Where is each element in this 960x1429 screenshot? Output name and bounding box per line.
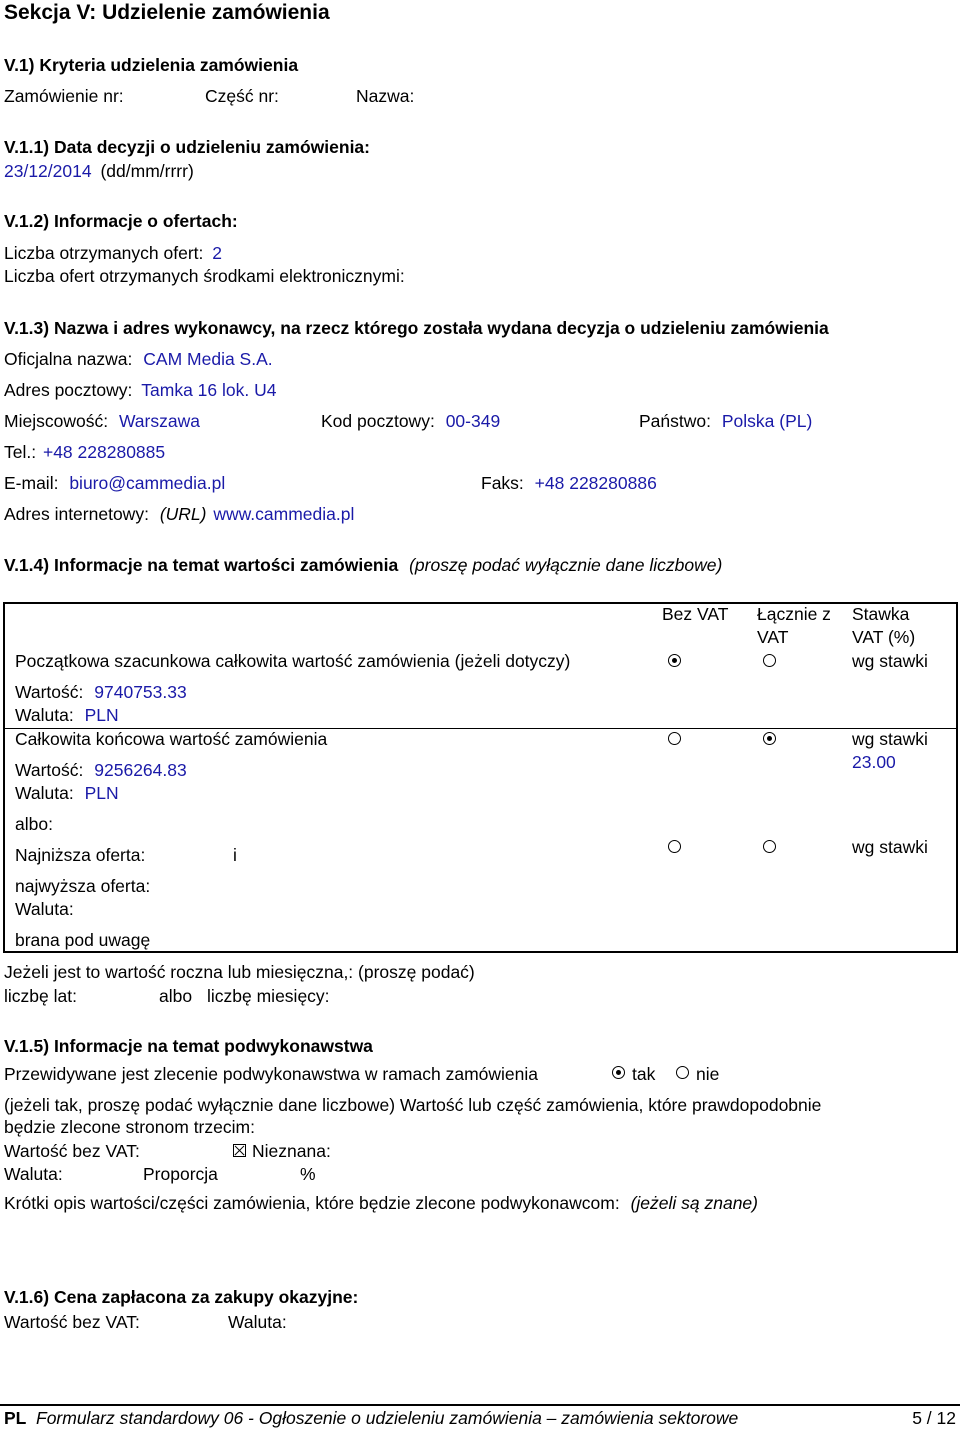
postcode-value: 00-349 [445, 411, 501, 431]
subcontract-description-label: Krótki opis wartości/części zamówienia, które będzie zlecone podwykonawcom: [4, 1193, 620, 1213]
part-number-label: Część nr: [205, 86, 279, 106]
initial-value-label: Początkowa szacunkowa całkowita wartość zamówienia (jeżeli dotyczy) [15, 651, 571, 671]
col-header-stawka-1: Stawka [852, 604, 910, 624]
col-header-stawka-2: VAT (%) [852, 627, 916, 647]
offers-count-label: Liczba otrzymanych ofert: [4, 243, 204, 263]
initial-value-amount: 9740753.33 [94, 682, 187, 702]
highest-offer-label: najwyższa oferta: [15, 876, 151, 896]
subcontract-value-label: Wartość bez VAT: [4, 1141, 140, 1161]
website-url-label: (URL) [159, 504, 207, 524]
percent-sign: % [300, 1164, 316, 1184]
decision-date-row [4, 161, 194, 182]
country-row [639, 411, 812, 432]
fax-row [481, 473, 657, 494]
final-value-amount: 9256264.83 [94, 760, 187, 780]
bargain-value-label: Wartość bez VAT: [4, 1312, 140, 1332]
name-label: Nazwa: [356, 86, 415, 106]
official-name-label: Oficjalna nazwa: [4, 349, 133, 369]
country-value: Polska (PL) [721, 411, 813, 431]
v16-heading: V.1.6) Cena zapłacona za zakupy okazyjne: [4, 1287, 359, 1307]
initial-rate: wg stawki [852, 651, 928, 671]
city-value: Warszawa [118, 411, 200, 431]
decision-date: 23/12/2014 [4, 161, 92, 181]
v11-heading: V.1.1) Data decyzji o udzieleniu zamówienia: [4, 137, 370, 157]
unknown-label: Nieznana: [252, 1141, 331, 1161]
phone-label: Tel.: [4, 442, 37, 462]
final-rate: wg stawki [852, 729, 928, 749]
or-label: albo: [15, 814, 53, 834]
official-name-row [4, 349, 273, 370]
section-title: Sekcja V: Udzielenie zamówienia [4, 1, 330, 24]
country-label: Państwo: [639, 411, 711, 431]
range-rate: wg stawki [852, 837, 928, 857]
annual-note: Jeżeli jest to wartość roczna lub miesięczna,: (proszę podać) [4, 962, 475, 982]
initial-value-label2: Wartość: [15, 682, 84, 702]
unknown-checkbox[interactable] [233, 1144, 246, 1157]
subcontracting-yes-radio[interactable] [612, 1066, 625, 1079]
subcontract-currency-label: Waluta: [4, 1164, 63, 1184]
postcode-row [321, 411, 500, 432]
proportion-label: Proporcja [143, 1164, 218, 1184]
subcontract-description-row [4, 1193, 758, 1214]
col-header-lacznie-1: Łącznie z [757, 604, 831, 624]
subcontracting-no-radio[interactable] [676, 1066, 689, 1079]
final-rate-value: 23.00 [852, 752, 896, 772]
subcontracting-note-line2: będzie zlecone stronom trzecim: [4, 1117, 255, 1137]
city-label: Miejscowość: [4, 411, 109, 431]
v14-heading: V.1.4) Informacje na temat wartości zamówienia [4, 555, 399, 575]
years-label: liczbę lat: [4, 986, 77, 1006]
initial-currency-label: Waluta: [15, 705, 74, 725]
footer-form-title: Formularz standardowy 06 - Ogłoszenie o udzieleniu zamówienia – zamówienia sektorowe [36, 1408, 739, 1428]
v12-heading: V.1.2) Informacje o ofertach: [4, 211, 238, 231]
footer-page-number: 5 / 12 [912, 1408, 956, 1428]
email-row [4, 473, 225, 494]
final-currency-value: PLN [84, 783, 119, 803]
subcontracting-yes-label: tak [632, 1064, 656, 1084]
date-format: (dd/mm/rrrr) [100, 161, 194, 181]
v14-heading-note: (proszę podać wyłącznie dane liczbowe) [409, 555, 723, 575]
v1-heading: V.1) Kryteria udzielenia zamówienia [4, 55, 299, 75]
final-currency-label: Waluta: [15, 783, 74, 803]
initial-value-row [15, 682, 187, 703]
range-lacznie-radio[interactable] [763, 840, 776, 853]
initial-currency-value: PLN [84, 705, 119, 725]
website-value[interactable]: www.cammedia.pl [213, 504, 355, 524]
final-value-row [15, 760, 187, 781]
official-name-value: CAM Media S.A. [143, 349, 273, 369]
electronic-offers-label: Liczba ofert otrzymanych środkami elektronicznymi: [4, 266, 405, 286]
considered-label: brana pod uwagę [15, 930, 151, 950]
subcontracting-question: Przewidywane jest zlecenie podwykonawstwa w ramach zamówienia [4, 1064, 538, 1084]
final-currency-row [15, 783, 119, 804]
fax-label: Faks: [481, 473, 524, 493]
fax-value: +48 228280886 [534, 473, 657, 493]
v13-heading: V.1.3) Nazwa i adres wykonawcy, na rzecz którego została wydana decyzja o udzieleniu zamówienia [4, 318, 829, 338]
final-value-label2: Wartość: [15, 760, 84, 780]
lowest-offer-label: Najniższa oferta: [15, 845, 146, 865]
phone-value: +48 228280885 [42, 442, 166, 462]
postal-address-label: Adres pocztowy: [4, 380, 133, 400]
and-label: i [233, 845, 237, 865]
col-header-lacznie-2: VAT [757, 627, 789, 647]
postal-address-value: Tamka 16 lok. U4 [141, 380, 277, 400]
range-currency-label: Waluta: [15, 899, 74, 919]
offers-count-row [4, 243, 222, 264]
city-row [4, 411, 200, 432]
footer-lang: PL [4, 1408, 27, 1428]
initial-currency-row [15, 705, 119, 726]
email-label: E-mail: [4, 473, 59, 493]
subcontracting-no-label: nie [696, 1064, 720, 1084]
bargain-currency-label: Waluta: [228, 1312, 287, 1332]
v15-heading: V.1.5) Informacje na temat podwykonawstwa [4, 1036, 373, 1056]
or-word: albo [159, 986, 193, 1006]
website-row [4, 504, 354, 525]
final-bez-vat-radio[interactable] [668, 732, 681, 745]
months-label: liczbę miesięcy: [207, 986, 330, 1006]
final-lacznie-radio[interactable] [763, 732, 776, 745]
col-header-bez-vat: Bez VAT [662, 604, 729, 624]
v14-heading-row [4, 555, 722, 576]
subcontract-description-note: (jeżeli są znane) [630, 1193, 758, 1213]
range-bez-vat-radio[interactable] [668, 840, 681, 853]
phone-row [4, 442, 165, 463]
postcode-label: Kod pocztowy: [321, 411, 435, 431]
initial-lacznie-radio[interactable] [763, 654, 776, 667]
subcontracting-note-line1: (jeżeli tak, proszę podać wyłącznie dane liczbowe) Wartość lub część zamówienia, które prawdopodobnie [4, 1095, 822, 1115]
email-value[interactable]: biuro@cammedia.pl [69, 473, 226, 493]
website-label: Adres internetowy: [4, 504, 149, 524]
initial-bez-vat-radio[interactable] [668, 654, 681, 667]
offers-count-value: 2 [212, 243, 222, 263]
final-value-label: Całkowita końcowa wartość zamówienia [15, 729, 328, 749]
postal-address-row [4, 380, 276, 401]
footer-rule [0, 1404, 960, 1406]
order-number-label: Zamówienie nr: [4, 86, 124, 106]
